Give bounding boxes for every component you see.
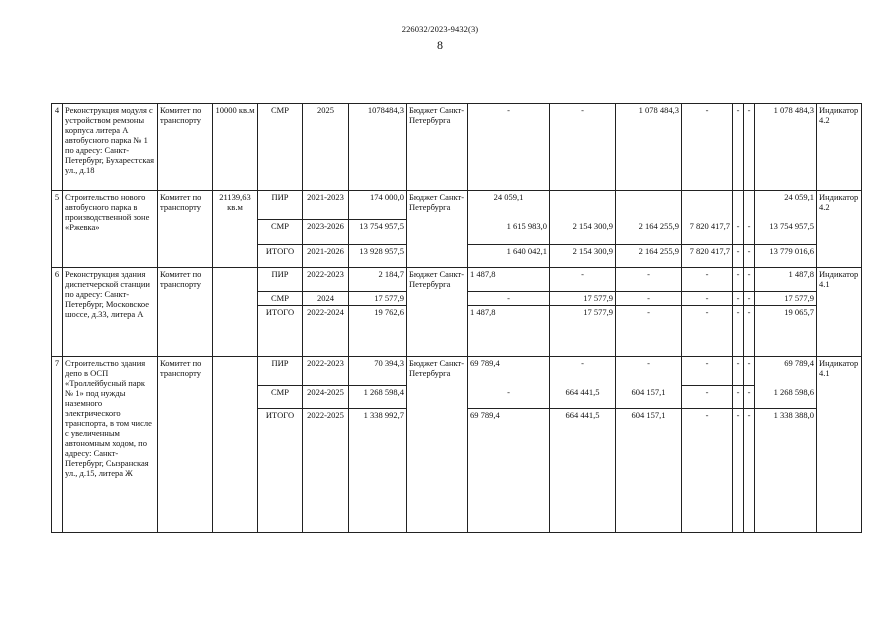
year-value: 664 441,5 [550, 386, 616, 409]
sum-value: 13 779 016,6 [755, 245, 817, 268]
year-value: 2 164 255,9 [616, 220, 682, 245]
object-name: Реконструкция модуля с устройством ремзоны корпуса литера А автобусного парка № 1 по адресу: Санкт-Петербург, Бухарестская ул., д.18 [63, 104, 158, 191]
total-cost: 174 000,0 [349, 191, 407, 220]
year-value: 24 059,1 [468, 191, 550, 220]
year-value: - [616, 306, 682, 357]
year-value: - [733, 104, 744, 191]
sum-value: 17 577,9 [755, 292, 817, 306]
total-cost: 1078484,3 [349, 104, 407, 191]
year-value: - [744, 386, 755, 409]
year-value [682, 191, 733, 220]
year-value: - [744, 292, 755, 306]
year-value: 2 164 255,9 [616, 245, 682, 268]
year-value: - [744, 306, 755, 357]
year-value: - [733, 245, 744, 268]
period: 2022-2023 [303, 357, 349, 386]
capacity [213, 268, 258, 357]
total-cost: 1 268 598,4 [349, 386, 407, 409]
sum-value: 13 754 957,5 [755, 220, 817, 245]
year-value: 1 615 983,0 [468, 220, 550, 245]
year-value: - [616, 268, 682, 292]
indicator: Индикатор 4.2 [817, 104, 862, 191]
year-value: - [550, 268, 616, 292]
year-value: - [744, 357, 755, 386]
year-value: 17 577,9 [550, 306, 616, 357]
year-value [550, 191, 616, 220]
sum-value: 19 065,7 [755, 306, 817, 357]
year-value: - [616, 292, 682, 306]
row-number: 7 [52, 357, 63, 533]
executor: Комитет по транспорту [158, 268, 213, 357]
sum-value: 1 338 388,0 [755, 409, 817, 533]
total-cost: 13 928 957,5 [349, 245, 407, 268]
year-value: - [550, 357, 616, 386]
year-value: - [744, 245, 755, 268]
work-type: ИТОГО [258, 245, 303, 268]
year-value: - [682, 409, 733, 533]
work-type: ПИР [258, 357, 303, 386]
year-value: - [744, 409, 755, 533]
period: 2021-2026 [303, 245, 349, 268]
row-number: 4 [52, 104, 63, 191]
row-number: 5 [52, 191, 63, 268]
total-cost: 2 184,7 [349, 268, 407, 292]
table-row [52, 357, 862, 386]
year-value: 69 789,4 [468, 357, 550, 386]
year-value: - [682, 357, 733, 386]
year-value: - [744, 268, 755, 292]
year-value: 2 154 300,9 [550, 220, 616, 245]
year-value: 604 157,1 [616, 386, 682, 409]
year-value: 604 157,1 [616, 409, 682, 533]
year-value: - [468, 104, 550, 191]
year-value: - [744, 104, 755, 191]
capacity: 21139,63 кв.м [213, 191, 258, 268]
year-value: 69 789,4 [468, 409, 550, 533]
year-value [744, 191, 755, 220]
executor: Комитет по транспорту [158, 104, 213, 191]
total-cost: 1 338 992,7 [349, 409, 407, 533]
work-type: СМР [258, 386, 303, 409]
executor: Комитет по транспорту [158, 357, 213, 533]
table-row [52, 268, 862, 292]
period: 2024 [303, 292, 349, 306]
year-value: - [682, 104, 733, 191]
year-value: 17 577,9 [550, 292, 616, 306]
year-value: 1 487,8 [468, 268, 550, 292]
year-value: - [468, 292, 550, 306]
funding-source: Бюджет Санкт-Петербурга [407, 191, 468, 268]
period: 2022-2024 [303, 306, 349, 357]
year-value: 1 487,8 [468, 306, 550, 357]
total-cost: 19 762,6 [349, 306, 407, 357]
year-value: 664 441,5 [550, 409, 616, 533]
row-number: 6 [52, 268, 63, 357]
sum-value: 1 078 484,3 [755, 104, 817, 191]
total-cost: 70 394,3 [349, 357, 407, 386]
work-type: СМР [258, 220, 303, 245]
document-number: 226032/2023-9432(3) [401, 24, 479, 34]
year-value: - [682, 306, 733, 357]
year-value: 1 078 484,3 [616, 104, 682, 191]
work-type: ПИР [258, 268, 303, 292]
year-value: - [682, 268, 733, 292]
year-value: - [550, 104, 616, 191]
work-type: СМР [258, 292, 303, 306]
sum-value: 1 487,8 [755, 268, 817, 292]
work-type: СМР [258, 104, 303, 191]
sum-value: 69 789,4 [755, 357, 817, 386]
year-value: - [616, 357, 682, 386]
program-table [51, 103, 862, 533]
work-type: ПИР [258, 191, 303, 220]
work-type: ИТОГО [258, 409, 303, 533]
indicator: Индикатор 4.1 [817, 357, 862, 533]
year-value: 2 154 300,9 [550, 245, 616, 268]
year-value [616, 191, 682, 220]
capacity: 10000 кв.м [213, 104, 258, 191]
year-value: 1 640 042,1 [468, 245, 550, 268]
object-name: Строительство здания депо в ОСП «Троллейбусный парк № 1» под нужды наземного электрического транспорта, в том числе с увеличенным автономным ходом, по адресу: Санкт-Петербург, Сызранская ул., д.15, литера Ж [63, 357, 158, 533]
table-row [52, 104, 862, 191]
year-value: - [733, 306, 744, 357]
capacity [213, 357, 258, 533]
object-name: Реконструкция здания диспетчерской станции по адресу: Санкт-Петербург, Московское шоссе, д.33, литера А [63, 268, 158, 357]
object-name: Строительство нового автобусного парка в производственной зоне «Ржевка» [63, 191, 158, 268]
indicator: Индикатор 4.2 [817, 191, 862, 268]
year-value: - [733, 386, 744, 409]
year-value: - [733, 268, 744, 292]
period: 2022-2025 [303, 409, 349, 533]
work-type: ИТОГО [258, 306, 303, 357]
period: 2023-2026 [303, 220, 349, 245]
table-row [52, 191, 862, 220]
total-cost: 13 754 957,5 [349, 220, 407, 245]
year-value: - [682, 386, 733, 409]
total-cost: 17 577,9 [349, 292, 407, 306]
period: 2025 [303, 104, 349, 191]
year-value: - [733, 409, 744, 533]
year-value [733, 191, 744, 220]
sum-value: 24 059,1 [755, 191, 817, 220]
year-value: - [733, 357, 744, 386]
year-value: - [744, 220, 755, 245]
executor: Комитет по транспорту [158, 191, 213, 268]
funding-source: Бюджет Санкт-Петербурга [407, 268, 468, 357]
period: 2022-2023 [303, 268, 349, 292]
year-value: - [733, 220, 744, 245]
year-value: - [733, 292, 744, 306]
year-value: - [682, 292, 733, 306]
sum-value: 1 268 598,6 [755, 386, 817, 409]
funding-source: Бюджет Санкт-Петербурга [407, 357, 468, 533]
page-number: 8 [437, 38, 443, 52]
year-value: 7 820 417,7 [682, 220, 733, 245]
year-value: - [468, 386, 550, 409]
period: 2024-2025 [303, 386, 349, 409]
period: 2021-2023 [303, 191, 349, 220]
year-value: 7 820 417,7 [682, 245, 733, 268]
indicator: Индикатор 4.1 [817, 268, 862, 357]
funding-source: Бюджет Санкт-Петербурга [407, 104, 468, 191]
